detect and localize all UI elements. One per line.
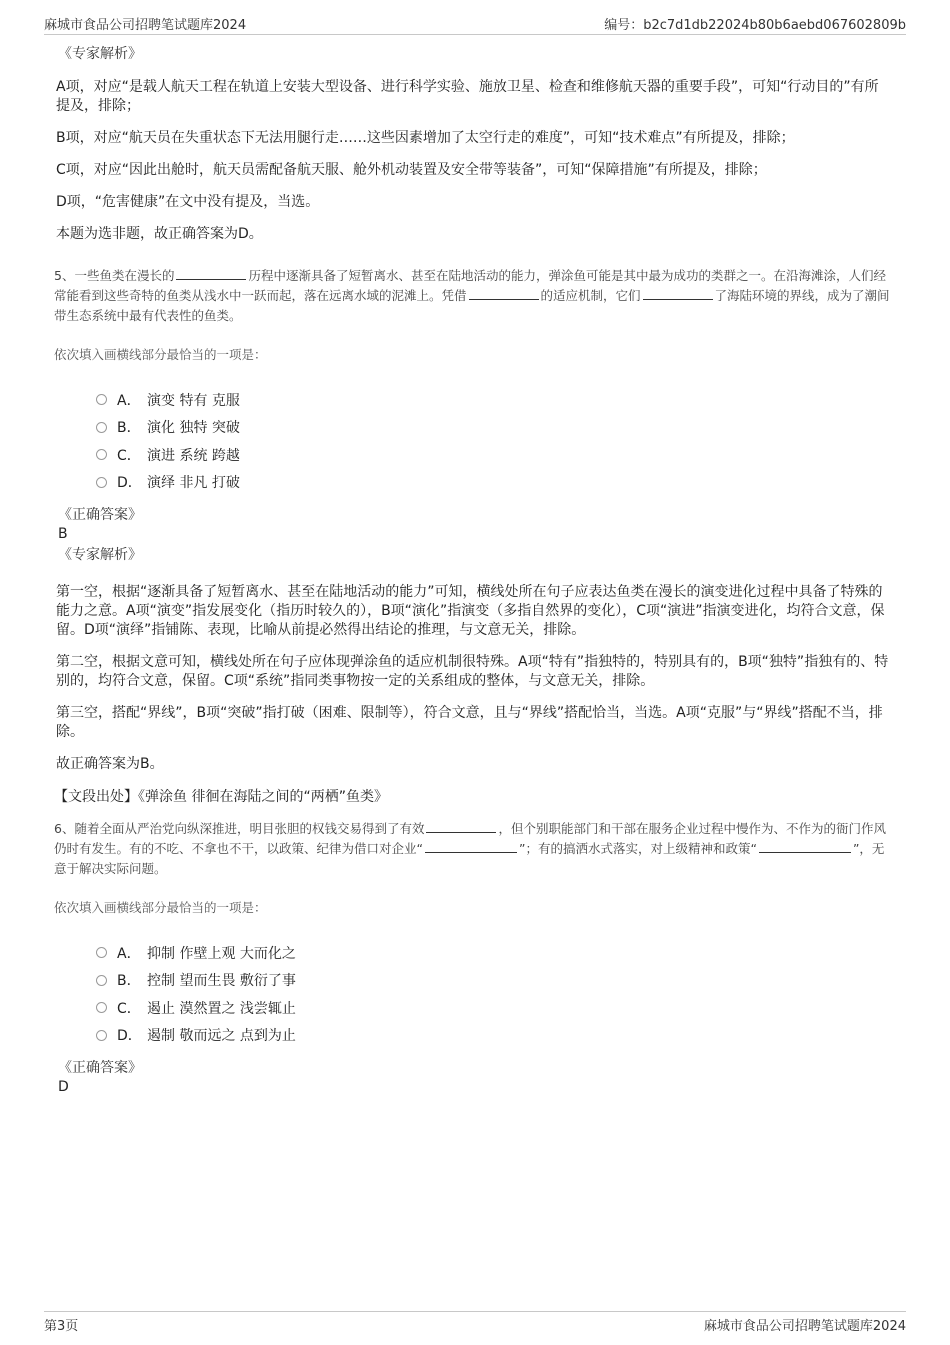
q6-options [96,939,890,1049]
footer-doc-title: 麻城市食品公司招聘笔试题库2024 [703,1319,906,1334]
q5-option-c[interactable]: C． 演进 系统 跨越 [96,441,890,469]
q6-option-d[interactable]: D． 遏制 敬而远之 点到为止 [96,1022,890,1050]
q5-expert-label: 《专家解析》 [58,547,142,563]
q5-option-a[interactable]: A． 演变 特有 克服 [96,386,890,414]
radio-icon[interactable] [96,449,107,460]
q4-expert-label: 《专家解析》 [58,46,142,62]
q5-question-text: 5、一些鱼类在漫长的 历程中逐渐具备了短暂离水、甚至在陆地活动的能力，弹涂鱼可能是其中最为成功的类群之一。在沿海滩涂，人们经常能看到这些奇特的鱼类从浅水中一跃而起，落在远离水域的泥滩上。凭借 的适应机制，它们 了海陆环境的界线，成为了潮间带生态系统中最有代表性的鱼类。 [54,268,890,323]
q6-blank-3 [759,840,851,853]
q5-analysis-1: 第一空，根据“逐渐具备了短暂离水、甚至在陆地活动的能力”可知，横线处所在句子应表达鱼类在漫长的演变进化过程中具备了特殊的能力之意。A项“演变”指发展变化（指历时较久的），B项“演化”指演变（多指自然界的变化），C项“演进”指演变进化，均符合文意，保留。D项“演绎”指铺陈、表现，比喻从前提必然得出结论的推理，与文意无关，排除。 [56,584,885,638]
q5-option-b[interactable]: B． 演化 独特 突破 [96,414,890,442]
q6-blank-1 [426,820,496,833]
q5-options [96,386,890,496]
q6-option-c[interactable]: C． 遏止 漠然置之 浅尝辄止 [96,994,890,1022]
q6-option-a[interactable]: A． 抑制 作壁上观 大而化之 [96,939,890,967]
radio-icon[interactable] [96,947,107,958]
q5-answer: B [58,526,68,542]
q5-answer-label: 《正确答案》 [58,507,142,523]
q6-answer-label: 《正确答案》 [58,1060,142,1076]
q6-blank-2 [425,840,517,853]
q4-analysis-b: B项，对应“航天员在失重状态下无法用腿行走……这些因素增加了太空行走的难度”，可知“技术难点”有所提及，排除； [56,130,795,146]
radio-icon[interactable] [96,1030,107,1041]
header-doc-id: 编号：b2c7d1db22024b80b6aebd067602809b [604,18,906,33]
q4-analysis-d: D项，“危害健康”在文中没有提及，当选。 [56,194,320,210]
q5-analysis-2: 第二空，根据文意可知，横线处所在句子应体现弹涂鱼的适应机制很特殊。A项“特有”指独特的，特别具有的，B项“独特”指独有的、特别的，均符合文意，保留。C项“系统”指同类事物按一定的关系组成的整体，与文意无关，排除。 [56,654,889,689]
q4-analysis-c: C项，对应“因此出舱时，航天员需配备航天服、舱外机动装置及安全带等装备”，可知“保障措施”有所提及，排除； [56,162,767,178]
radio-icon[interactable] [96,477,107,488]
q5-blank-3 [643,287,713,300]
q5-option-d[interactable]: D． 演绎 非凡 打破 [96,469,890,497]
radio-icon[interactable] [96,422,107,433]
page-content [56,44,890,1097]
q5-blank-2 [469,287,539,300]
q4-analysis-a: A项，对应“是载人航天工程在轨道上安装大型设备、进行科学实验、施放卫星、检查和维修航天器的重要手段”，可知“行动目的”有所提及，排除； [56,79,879,114]
q5-prompt: 依次填入画横线部分最恰当的一项是： [54,347,267,362]
page-footer [44,1311,906,1334]
page-header [44,12,906,35]
radio-icon[interactable] [96,394,107,405]
q5-source: 【文段出处】《弹涂鱼 徘徊在海陆之间的“两栖”鱼类》 [54,789,388,805]
q6-prompt: 依次填入画横线部分最恰当的一项是： [54,900,267,915]
q5-conclusion: 故正确答案为B。 [56,756,164,772]
radio-icon[interactable] [96,975,107,986]
q4-conclusion: 本题为选非题，故正确答案为D。 [56,226,263,242]
q5-analysis-3: 第三空，搭配“界线”，B项“突破”指打破（困难、限制等），符合文意，且与“界线”搭配恰当，当选。A项“克服”与“界线”搭配不当，排除。 [56,705,883,740]
q6-answer: D [58,1079,69,1095]
footer-page-number: 第3页 [44,1319,79,1334]
header-doc-title: 麻城市食品公司招聘笔试题库2024 [44,18,247,33]
q5-blank-1 [176,267,246,280]
radio-icon[interactable] [96,1002,107,1013]
q6-option-b[interactable]: B． 控制 望而生畏 敷衍了事 [96,967,890,995]
q6-question-text: 6、随着全面从严治党向纵深推进，明目张胆的权钱交易得到了有效 ，但个别职能部门和干部在服务企业过程中慢作为、不作为的衙门作风仍时有发生。有的不吃、不拿也不干，以政策、纪律为借口对企业“ ”；有的搞洒水式落实，对上级精神和政策“ ”，无意于解决实际问题。 [54,821,886,876]
